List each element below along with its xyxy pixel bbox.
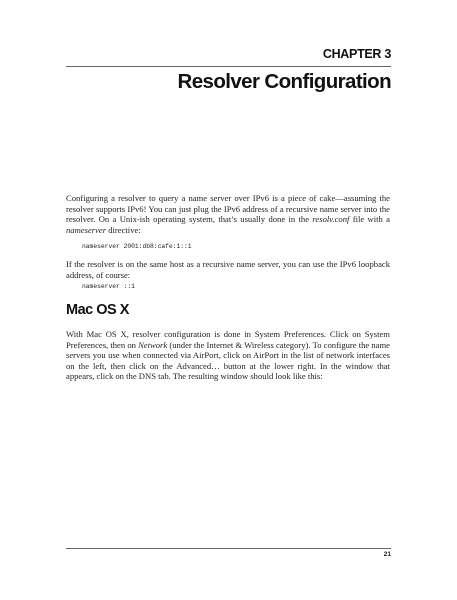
chapter-label: CHAPTER 3	[322, 47, 391, 61]
mac-text-1: With Mac OS X, resolver configuration is done in System Preferences. Click on System Preferences, then on	[66, 329, 390, 350]
intro-text-3: directive:	[106, 224, 141, 235]
mac-text-2: (under the Internet & Wireless category). To configure the name servers you use when connected via AirPort, click on AirPort in the list of network interfaces on the left, then click on the Advanced… button at the lower right. In the window that appears, click on the DNS tab. The resulting window should look like this:	[66, 339, 390, 382]
page-number: 21	[383, 551, 391, 558]
intro-text-1: Configuring a resolver to query a name server over IPv6 is a piece of cake—assuming the resolver supports IPv6! You can just plug the IPv6 address of a recursive name server into the resolver. On a Unix-ish operating system, that’s usually done in the	[66, 193, 390, 225]
intro-paragraph-2: If the resolver is on the same host as a recursive name server, you can use the IPv6 loopback address, of course:	[66, 259, 390, 280]
bottom-rule	[66, 548, 391, 549]
network-word: Network	[138, 339, 168, 350]
section-heading-mac-os-x: Mac OS X	[66, 302, 129, 318]
top-rule	[66, 66, 391, 67]
code-example-ipv6-address: nameserver 2001:db8:cafe:1::1	[82, 243, 192, 250]
code-example-loopback: nameserver ::1	[82, 283, 135, 290]
nameserver-directive: nameserver	[66, 224, 107, 235]
mac-paragraph	[66, 329, 390, 382]
intro-paragraph-1	[66, 193, 390, 235]
chapter-title: Resolver Configuration	[177, 70, 391, 93]
resolv-conf-filename: resolv.conf	[312, 214, 350, 225]
intro-text-2: file with a	[349, 214, 390, 225]
